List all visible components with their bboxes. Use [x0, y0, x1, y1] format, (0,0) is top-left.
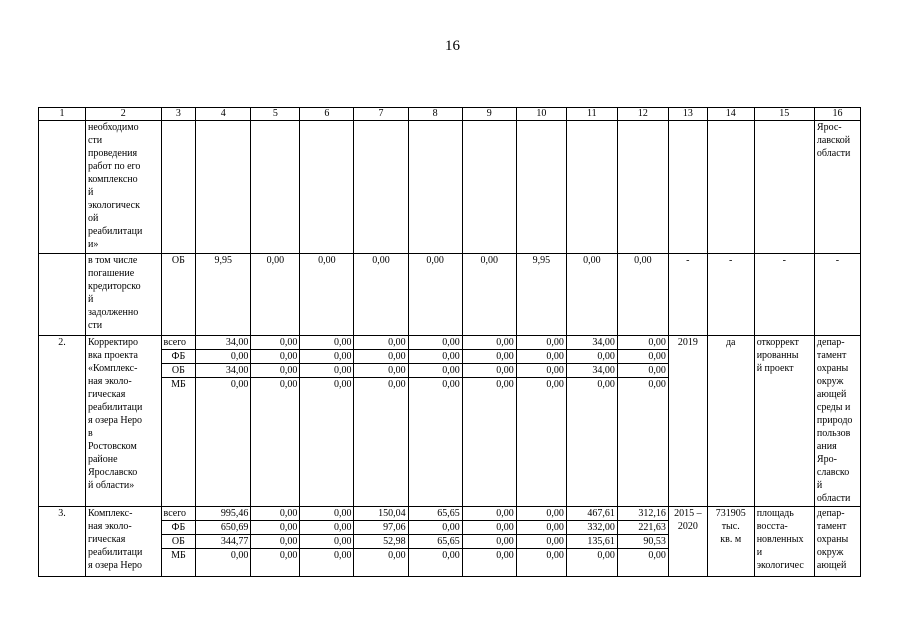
table-row: [39, 507, 861, 521]
value-cell: 9,95: [516, 254, 566, 336]
value-cell: 0,00: [196, 378, 251, 507]
col-header: 3: [161, 108, 196, 121]
value-cell: 0,00: [462, 535, 516, 549]
value-cell: 221,63: [617, 521, 668, 535]
indicator-value: 731905 тыс. кв. м: [707, 507, 754, 577]
value-cell: 0,00: [516, 535, 566, 549]
value-cell: 0,00: [462, 521, 516, 535]
value-cell: 0,00: [354, 549, 408, 577]
value-cell: 0,00: [300, 378, 354, 507]
responsible-department: -: [814, 254, 860, 336]
value-cell: 650,69: [196, 521, 251, 535]
value-cell: 0,00: [617, 350, 668, 364]
value-cell: 0,00: [196, 350, 251, 364]
value-cell: 0,00: [251, 350, 300, 364]
value-cell: 0,00: [408, 336, 462, 350]
value-cell: 0,00: [462, 549, 516, 577]
page-number: 16: [445, 38, 460, 54]
value-cell: 0,00: [462, 254, 516, 336]
value-cell: 0,00: [617, 254, 668, 336]
value-cell: 0,00: [354, 350, 408, 364]
value-cell: 0,00: [300, 535, 354, 549]
col-header: 1: [39, 108, 86, 121]
value-cell: 0,00: [251, 507, 300, 521]
value-cell: 0,00: [566, 549, 617, 577]
col-header: 13: [668, 108, 707, 121]
col-header: 6: [300, 108, 354, 121]
year-cell: -: [668, 254, 707, 336]
item-description: Комплекс- ная эколо- гическая реабилитаци я озера Неро: [85, 507, 161, 577]
value-cell: 0,00: [462, 378, 516, 507]
table-row: [39, 121, 861, 254]
value-cell: 344,77: [196, 535, 251, 549]
value-cell: 0,00: [251, 535, 300, 549]
indicator-name: -: [754, 254, 814, 336]
value-cell: 0,00: [354, 254, 408, 336]
value-cell: 312,16: [617, 507, 668, 521]
responsible-department: депар- тамент охраны окруж ающей среды и природо пользов ания Яро- славско й области: [814, 336, 860, 507]
value-cell: 34,00: [566, 336, 617, 350]
col-header: 12: [617, 108, 668, 121]
program-table: [38, 107, 861, 577]
value-cell: 0,00: [251, 549, 300, 577]
value-cell: 0,00: [566, 378, 617, 507]
value-cell: 995,46: [196, 507, 251, 521]
value-cell: 0,00: [300, 521, 354, 535]
value-cell: 135,61: [566, 535, 617, 549]
col-header: 14: [707, 108, 754, 121]
col-header: 11: [566, 108, 617, 121]
value-cell: 0,00: [408, 254, 462, 336]
value-cell: 0,00: [300, 254, 354, 336]
value-cell: 0,00: [566, 254, 617, 336]
value-cell: 0,00: [462, 364, 516, 378]
year-cell: 2015 – 2020: [668, 507, 707, 577]
value-cell: 0,00: [251, 378, 300, 507]
value-cell: 34,00: [196, 364, 251, 378]
value-cell: 0,00: [408, 364, 462, 378]
value-cell: 0,00: [196, 549, 251, 577]
col-header: 5: [251, 108, 300, 121]
value-cell: 0,00: [516, 336, 566, 350]
funding-source: всего: [161, 507, 196, 521]
col-header: 16: [814, 108, 860, 121]
funding-source: ФБ: [161, 350, 196, 364]
value-cell: 0,00: [462, 507, 516, 521]
value-cell: 97,06: [354, 521, 408, 535]
value-cell: 0,00: [408, 350, 462, 364]
item-description: необходимо сти проведения работ по его комплексно й экологическ ой реабилитаци и»: [85, 121, 161, 254]
col-header: 10: [516, 108, 566, 121]
funding-source: ФБ: [161, 521, 196, 535]
value-cell: 0,00: [617, 364, 668, 378]
value-cell: 0,00: [617, 549, 668, 577]
value-cell: 0,00: [300, 336, 354, 350]
indicator-value: -: [707, 254, 754, 336]
value-cell: 0,00: [516, 521, 566, 535]
value-cell: 0,00: [462, 350, 516, 364]
value-cell: 0,00: [251, 336, 300, 350]
value-cell: 0,00: [251, 364, 300, 378]
value-cell: 0,00: [617, 378, 668, 507]
value-cell: 0,00: [251, 521, 300, 535]
value-cell: 0,00: [462, 336, 516, 350]
value-cell: 0,00: [617, 336, 668, 350]
col-header: 8: [408, 108, 462, 121]
funding-source: всего: [161, 336, 196, 350]
responsible-department: депар- тамент охраны окруж ающей: [814, 507, 860, 577]
indicator-name: откоррект ированны й проект: [754, 336, 814, 507]
col-header: 15: [754, 108, 814, 121]
value-cell: 0,00: [516, 378, 566, 507]
funding-source: МБ: [161, 378, 196, 507]
item-description: Корректиро вка проекта «Комплекс- ная эколо- гическая реабилитаци я озера Неро в Ростовском районе Ярославско й области»: [85, 336, 161, 507]
value-cell: 0,00: [300, 350, 354, 364]
value-cell: 0,00: [516, 350, 566, 364]
value-cell: 0,00: [408, 521, 462, 535]
value-cell: 467,61: [566, 507, 617, 521]
table-row: [39, 254, 861, 336]
value-cell: 0,00: [300, 364, 354, 378]
value-cell: 65,65: [408, 535, 462, 549]
column-number-row: [39, 108, 861, 121]
value-cell: 0,00: [408, 378, 462, 507]
value-cell: 90,53: [617, 535, 668, 549]
col-header: 2: [85, 108, 161, 121]
value-cell: 0,00: [516, 549, 566, 577]
value-cell: 332,00: [566, 521, 617, 535]
col-header: 9: [462, 108, 516, 121]
responsible-department: Ярос- лавской области: [814, 121, 860, 254]
value-cell: 150,04: [354, 507, 408, 521]
value-cell: 0,00: [516, 364, 566, 378]
value-cell: 0,00: [354, 364, 408, 378]
item-number: 3.: [39, 507, 86, 577]
funding-source: ОБ: [161, 254, 196, 336]
value-cell: 0,00: [251, 254, 300, 336]
indicator-name: площадь восста- новленных и экологичес: [754, 507, 814, 577]
value-cell: 34,00: [196, 336, 251, 350]
value-cell: 0,00: [354, 336, 408, 350]
value-cell: 65,65: [408, 507, 462, 521]
value-cell: 34,00: [566, 364, 617, 378]
value-cell: 0,00: [408, 549, 462, 577]
indicator-value: да: [707, 336, 754, 507]
value-cell: 0,00: [300, 549, 354, 577]
table-row: [39, 336, 861, 350]
year-cell: 2019: [668, 336, 707, 507]
item-description: в том числе погашение кредиторско й задолженно сти: [85, 254, 161, 336]
value-cell: 0,00: [566, 350, 617, 364]
funding-source: ОБ: [161, 364, 196, 378]
col-header: 7: [354, 108, 408, 121]
funding-source: МБ: [161, 549, 196, 577]
value-cell: 52,98: [354, 535, 408, 549]
funding-source: ОБ: [161, 535, 196, 549]
value-cell: 9,95: [196, 254, 251, 336]
value-cell: 0,00: [516, 507, 566, 521]
value-cell: 0,00: [354, 378, 408, 507]
col-header: 4: [196, 108, 251, 121]
item-number: 2.: [39, 336, 86, 507]
value-cell: 0,00: [300, 507, 354, 521]
